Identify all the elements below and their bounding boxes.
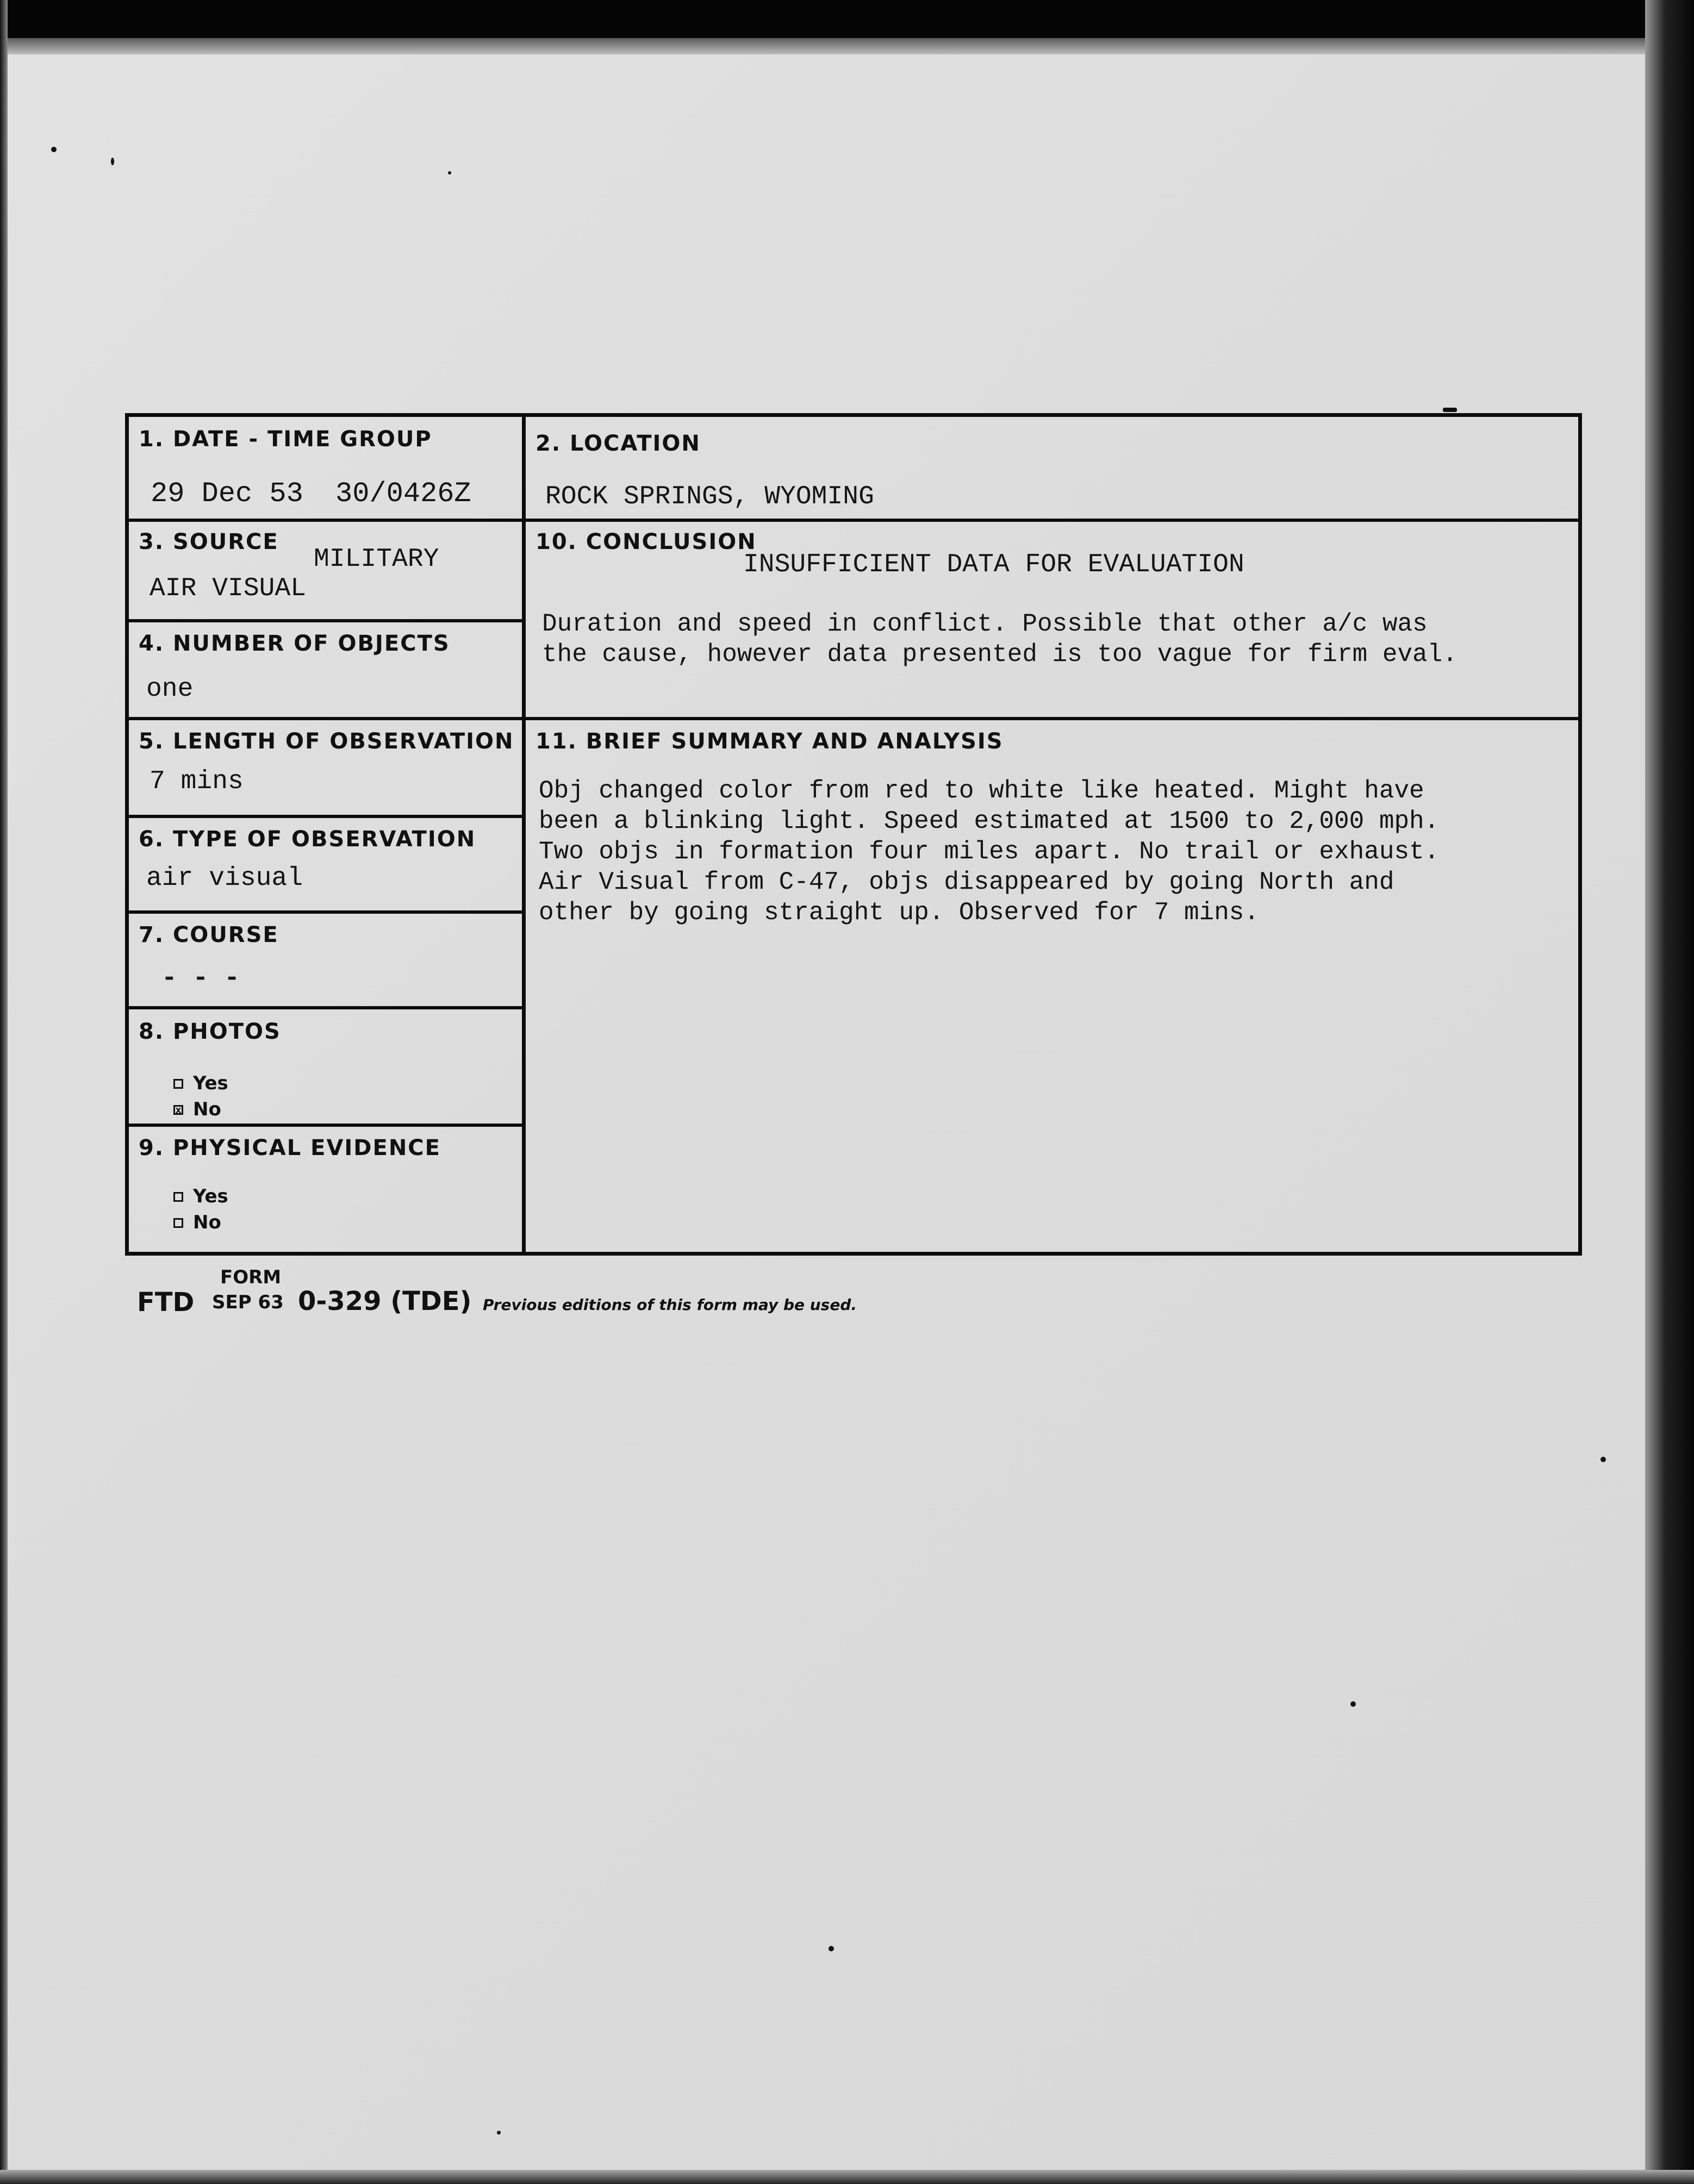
conclusion-value: INSUFFICIENT DATA FOR EVALUATION: [743, 550, 1244, 579]
field-type-of-observation: [129, 818, 522, 914]
field-summary: [526, 720, 1578, 1252]
field-conclusion: [526, 522, 1578, 720]
time-value: 30/0426Z: [335, 478, 471, 510]
field-course: [129, 914, 522, 1009]
conclusion-text: Duration and speed in conflict. Possible that other a/c was the cause, however data presented is too vague for firm eval.: [542, 610, 1458, 669]
scan-border-bottom: [0, 2170, 1694, 2184]
report-form: [125, 413, 1582, 1256]
objects-value: one: [146, 675, 194, 704]
field-label: 1. DATE - TIME GROUP: [139, 427, 432, 452]
footer-ftd: FTD: [137, 1287, 195, 1318]
type-value: air visual: [146, 864, 303, 893]
length-value: 7 mins: [150, 767, 244, 796]
field-label: 9. PHYSICAL EVIDENCE: [139, 1135, 441, 1160]
evidence-no-checkbox[interactable]: [173, 1218, 183, 1228]
footer-form-number: 0-329 (TDE): [298, 1286, 472, 1316]
photos-yes-checkbox[interactable]: [173, 1079, 183, 1089]
field-label: 10. CONCLUSION: [535, 529, 757, 554]
field-source: [129, 522, 522, 622]
date-value: 29 Dec 53: [151, 478, 303, 510]
photos-no-label: No: [193, 1099, 221, 1120]
dust-speck: [51, 147, 57, 152]
field-photos: [129, 1009, 522, 1127]
dust-speck: [1350, 1701, 1356, 1707]
field-date-time-group: [129, 417, 522, 522]
field-label: 8. PHOTOS: [139, 1019, 281, 1044]
photos-no-checkbox[interactable]: x: [173, 1105, 183, 1115]
scan-border-right: [1645, 0, 1694, 2184]
location-value: ROCK SPRINGS, WYOMING: [545, 482, 874, 511]
evidence-yes-checkbox[interactable]: [173, 1192, 183, 1202]
dust-speck: [1600, 1457, 1606, 1462]
field-label: 7. COURSE: [139, 922, 279, 947]
scan-border-top: [0, 0, 1694, 38]
dust-speck: [448, 171, 451, 174]
dust-speck: [1443, 408, 1457, 412]
scan-border-top-shadow: [0, 38, 1694, 54]
evidence-no-label: No: [193, 1212, 221, 1233]
field-physical-evidence: [129, 1127, 522, 1252]
footer-note: Previous editions of this form may be used.: [483, 1296, 857, 1314]
source-line1: MILITARY: [314, 545, 439, 574]
field-label: 2. LOCATION: [535, 431, 701, 456]
source-line2: AIR VISUAL: [150, 574, 307, 603]
field-label: 6. TYPE OF OBSERVATION: [139, 827, 476, 852]
dust-speck: [829, 1946, 834, 1951]
field-label: 5. LENGTH OF OBSERVATION: [139, 729, 514, 754]
field-length-of-observation: [129, 720, 522, 818]
field-label: 3. SOURCE: [139, 529, 279, 554]
field-label: 11. BRIEF SUMMARY AND ANALYSIS: [535, 729, 1004, 754]
course-value: - - -: [161, 964, 240, 993]
scan-border-left: [0, 0, 8, 2184]
form-right-column: [526, 417, 1578, 1252]
footer-form-word: FORM: [220, 1266, 282, 1288]
evidence-yes-label: Yes: [193, 1185, 228, 1207]
dust-speck: [111, 158, 114, 165]
footer-date-code: SEP 63: [212, 1291, 284, 1313]
field-label: 4. NUMBER OF OBJECTS: [139, 631, 450, 656]
dust-speck: [497, 2131, 501, 2135]
photos-yes-label: Yes: [193, 1072, 228, 1094]
summary-text: Obj changed color from red to white like heated. Might have been a blinking light. Speed estimated at 1500 to 2,000 mph. Two objs in formation four miles apart. No trail or exhaust. Air Visual from C-47, objs disappeared by going North and other by going straight up. Observed for 7 mins.: [539, 777, 1440, 927]
form-left-column: [129, 417, 526, 1252]
field-location: [526, 417, 1578, 522]
field-number-of-objects: [129, 622, 522, 720]
